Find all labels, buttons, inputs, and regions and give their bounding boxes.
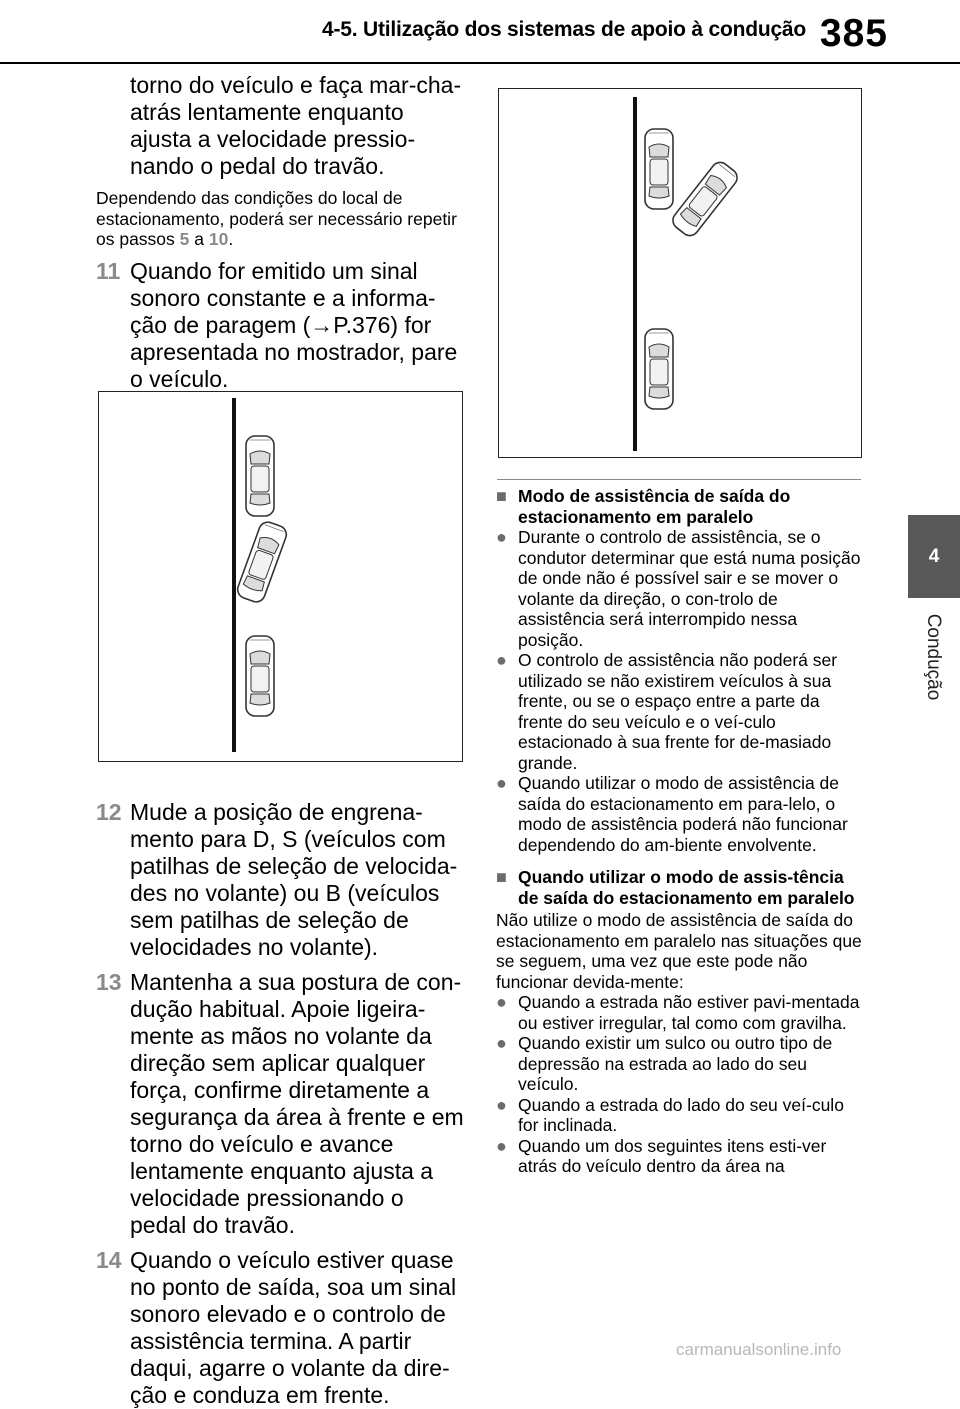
list-item	[496, 650, 866, 773]
list-item	[496, 1033, 866, 1095]
step-text: Quando o veículo estiver quase no ponto de saída, soa um sinal sonoro elevado e o controlo de assistência termina. A partir daqui, agarre o volante da dire-ção e conduza em frente.	[130, 1246, 457, 1408]
section-heading	[496, 867, 866, 908]
step-number: 12	[96, 798, 122, 825]
chapter-tab: 4	[908, 515, 960, 598]
section-divider	[497, 479, 861, 480]
note-step-to: 10	[208, 229, 229, 249]
list-item	[496, 527, 866, 650]
chapter-label	[906, 602, 960, 712]
page-number: 385	[819, 12, 888, 55]
list-item-text: Quando a estrada do lado do seu veí-culo for inclinada.	[518, 1094, 844, 1135]
step-11	[96, 258, 464, 393]
bullet-dot-icon: ●	[496, 773, 507, 793]
step-number: 13	[96, 968, 122, 995]
list-item	[496, 773, 866, 855]
list-item	[496, 992, 866, 1033]
step-12	[96, 799, 464, 961]
heading-text: Modo de assistência de saída do estacionamento em paralelo	[518, 486, 791, 527]
step-13	[96, 969, 464, 1239]
header-rule	[0, 62, 960, 64]
step-number: 11	[96, 257, 121, 284]
square-bullet-icon: ■	[496, 486, 507, 506]
bullet-dot-icon: ●	[496, 1135, 507, 1156]
bullet-dot-icon: ●	[496, 527, 507, 547]
watermark: carmanualsonline.info	[676, 1340, 842, 1359]
note-mid: a	[194, 229, 205, 249]
chapter-label-text: Condução	[923, 613, 944, 701]
section-heading	[496, 486, 866, 527]
parking-exit-figure	[98, 391, 463, 762]
procedure-note	[96, 188, 464, 250]
right-column	[496, 486, 866, 1177]
list-item	[496, 1136, 866, 1177]
note-text: Dependendo das condições do local de estacionamento, poderá ser necessário repetir os passos	[96, 188, 457, 249]
parking-exit-figure-2	[498, 88, 862, 458]
step-text: Mantenha a sua postura de con-dução habitual. Apoie ligeira-mente as mãos no volante da direção sem aplicar qualquer força, confirme diretamente a segurança da área à frente e em torno do veículo e avance lentamente enquanto ajusta a velocidade pressionando o pedal do travão.	[130, 968, 464, 1238]
list-item	[496, 1095, 866, 1136]
step-text: Quando for emitido um sinal sonoro constante e a informa-ção de paragem (→P.376) for apresentada no mostrador, pare o veículo.	[130, 257, 458, 392]
step-14	[96, 1247, 464, 1409]
list-item-text: Quando a estrada não estiver pavi-mentada ou estiver irregular, tal como com gravilha.	[518, 992, 860, 1033]
section-title: 4-5. Utilização dos sistemas de apoio à condução	[322, 18, 807, 41]
heading-text: Quando utilizar o modo de assis-tência de saída do estacionamento em paralelo	[518, 867, 855, 908]
bullet-dot-icon: ●	[496, 1094, 507, 1115]
step-continuation: torno do veículo e faça mar-cha-atrás lentamente enquanto ajusta a velocidade pressio-nando o pedal do travão.	[130, 72, 462, 179]
list-item-text: Quando um dos seguintes itens esti-ver atrás do veículo dentro da área na	[518, 1135, 827, 1176]
list-item-text: O controlo de assistência não poderá ser utilizado se não existirem veículos à sua frente, ou se o espaço entre a parte da frente do seu veículo e o veí-culo estacionado à sua frente for de-masiado grande.	[518, 650, 838, 773]
square-bullet-icon: ■	[496, 867, 507, 887]
list-item-text: Quando existir um sulco ou outro tipo de depressão na estrada ao lado do seu veículo.	[518, 1033, 833, 1094]
step-text: Mude a posição de engrena-mento para D, S (veículos com patilhas de seleção de velocida-des no volante) ou B (veículos sem patilhas de seleção de velocidades no volante).	[130, 798, 458, 960]
bullet-dot-icon: ●	[496, 1033, 507, 1053]
note-suffix: .	[228, 229, 234, 249]
list-item-text: Quando utilizar o modo de assistência de saída do estacionamento em para-lelo, o modo de assistência poderá não funcionar dependendo do am-biente envolvente.	[518, 773, 848, 855]
bullet-dot-icon: ●	[496, 650, 507, 670]
paragraph: Não utilize o modo de assistência de saída do estacionamento em paralelo nas situações que se seguem, uma vez que este pode não funcionar devida-mente:	[496, 910, 862, 992]
step-number: 14	[96, 1246, 122, 1273]
bullet-dot-icon: ●	[496, 992, 507, 1012]
list-item-text: Durante o controlo de assistência, se o condutor determinar que está numa posição de onde não é possível sair e se mover o volante da direção, o con-trolo de assistência será interrompido nessa posição.	[518, 527, 861, 650]
note-step-from: 5	[179, 229, 190, 249]
